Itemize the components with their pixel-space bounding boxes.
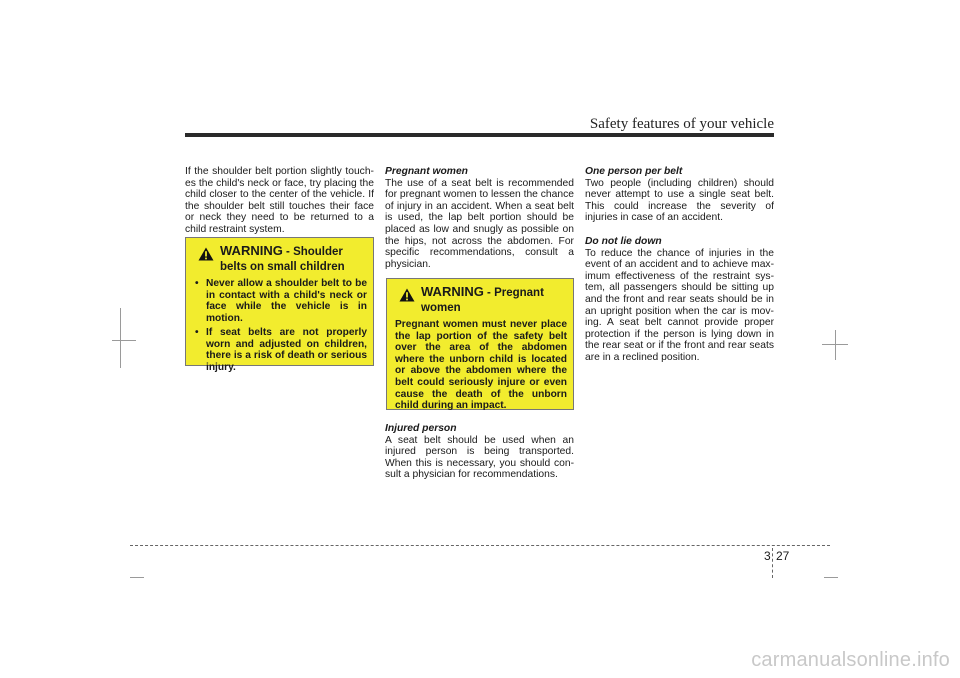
page-number-separator — [772, 548, 773, 578]
pregnant-women-heading: Pregnant women — [385, 166, 468, 177]
one-person-heading: One person per belt — [585, 166, 683, 177]
pregnant-women-paragraph: The use of a seat belt is recommended for pregnant women to lessen the chance of injury in an accident. When a seat belt is used, the lap belt portion should be placed as low and snugly as possible on the hips, not across the abdomen. For specific recommendations, consult a physician. — [385, 177, 574, 270]
spacer — [585, 224, 774, 236]
chapter-number: 3 — [764, 549, 771, 563]
warning-topic: - Shoulder belts on small children — [220, 246, 345, 273]
crop-mark — [835, 330, 836, 360]
warning-word: WARNING — [220, 243, 283, 258]
crop-mark — [130, 577, 144, 578]
page-number: 27 — [776, 549, 790, 563]
warning-title — [220, 244, 367, 274]
column-2 — [385, 166, 574, 270]
warning-box-shoulder-belts — [185, 237, 374, 373]
warning-item — [194, 327, 367, 373]
warning-item — [194, 278, 367, 324]
warning-item-text: If seat belts are not properly worn and adjusted on children, there is a risk of death or serious injury. — [206, 327, 367, 373]
warning-word: WARNING — [421, 284, 484, 299]
warning-list — [194, 278, 367, 373]
bullet: • — [195, 278, 199, 289]
column-3 — [585, 166, 774, 364]
column-2-lower — [385, 423, 574, 481]
warning-body: Pregnant women must never place the lap portion of the safety belt over the area of the abdomen where the unborn child is located or above the abdomen where the belt could seriously injure or even cause the death of the unborn child during an impact. — [395, 319, 567, 412]
warning-title — [421, 285, 567, 315]
warning-topic: - Pregnant women — [421, 287, 544, 314]
crop-mark — [112, 340, 136, 341]
warning-header — [395, 285, 567, 315]
warning-triangle-icon — [399, 288, 415, 302]
child-shoulder-belt-paragraph: If the shoulder belt portion slightly touch- es the child's neck or face, try placing the child closer to the center of the vehicle. If the shoulder belt still touches their face or neck they need to be returned to a child restraint system. — [185, 166, 374, 235]
header-rule — [185, 133, 774, 137]
watermark-text[interactable]: carmanualsonline.info — [751, 649, 950, 671]
injured-person-paragraph: A seat belt should be used when an injured person is being transported. When this is necessary, you should con- sult a physician for recommendations. — [385, 434, 574, 481]
one-person-paragraph: Two people (including children) should never attempt to use a single seat belt. This could increase the severity of injuries in case of an accident. — [585, 177, 774, 224]
bullet: • — [195, 327, 199, 338]
footer-dashed-rule — [130, 545, 830, 546]
warning-item-text: Never allow a shoulder belt to be in contact with a child's neck or face while the vehicle is in motion. — [206, 278, 367, 324]
warning-triangle-icon — [198, 247, 214, 261]
lie-down-heading: Do not lie down — [585, 235, 662, 247]
injured-person-heading: Injured person — [385, 423, 457, 434]
column-1 — [185, 166, 374, 236]
section-title: Safety features of your vehicle — [589, 116, 774, 132]
lie-down-paragraph: To reduce the chance of injuries in the event of an accident and to achieve max- imum effectiveness of the restraint sys- tem, all passengers should be sitting up and the front and rear seats should be in an upright position when the car is mov- ing. A seat belt cannot provide proper protection if the person is lying down in the rear seat or if the front and rear seats are in a reclined position. — [585, 247, 774, 363]
crop-mark — [120, 308, 121, 368]
warning-box-pregnant-women — [386, 278, 574, 410]
crop-mark — [822, 344, 848, 345]
warning-header — [194, 244, 367, 274]
crop-mark — [824, 577, 838, 578]
